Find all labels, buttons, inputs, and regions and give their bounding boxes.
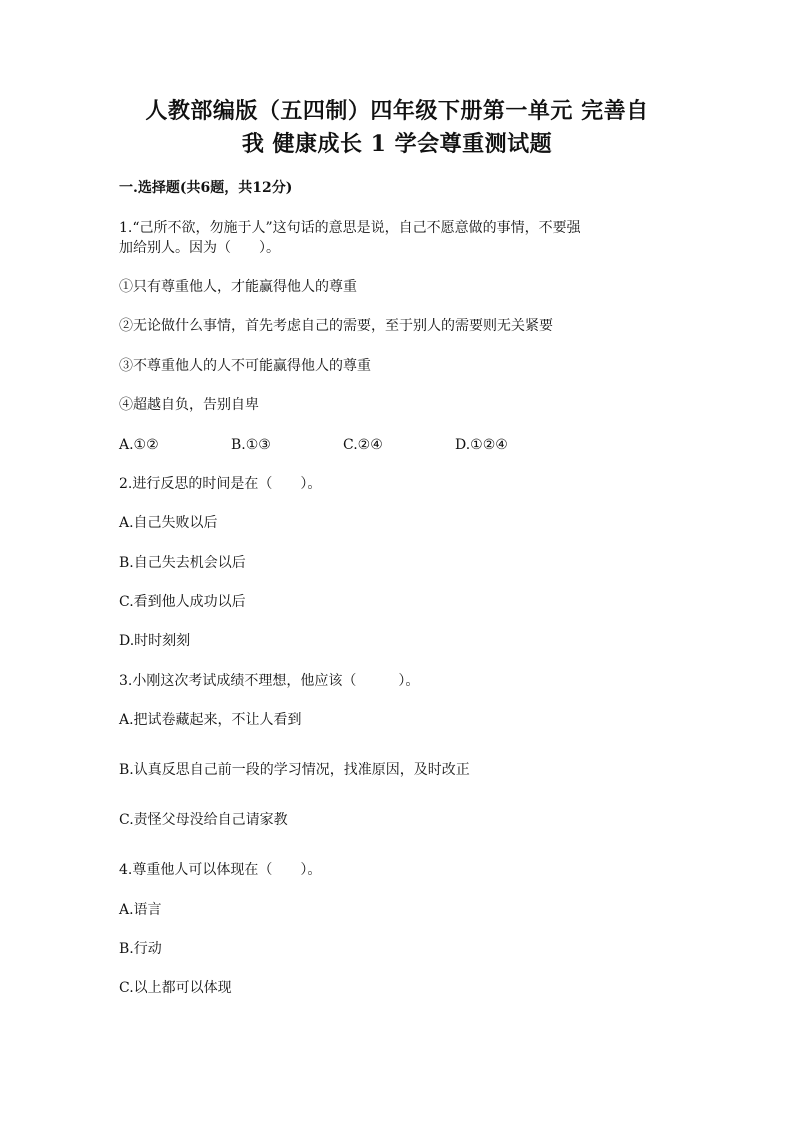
question-3-option-c[interactable]: C.责怪父母没给自己请家教 [119,812,288,828]
question-1-statement-4: ④超越自负，告别自卑 [119,397,259,413]
question-4-option-b[interactable]: B.行动 [119,941,162,957]
question-2-stem: 2.进行反思的时间是在（ ）。 [119,476,322,492]
document-title-line-1: 人教部编版（五四制）四年级下册第一单元 完善自 [145,98,649,124]
document-title-line-2: 我 健康成长 1 学会尊重测试题 [241,131,553,157]
question-1-statement-3: ③不尊重他人的人不可能赢得他人的尊重 [119,358,371,374]
question-2-option-d[interactable]: D.时时刻刻 [119,633,191,649]
question-1-stem-line-2: 加给别人。因为（ ）。 [119,240,280,256]
question-2-option-c[interactable]: C.看到他人成功以后 [119,594,246,610]
question-2-option-b[interactable]: B.自己失去机会以后 [119,555,246,571]
question-1-option-a[interactable]: A.①② [119,437,159,453]
question-1-option-c[interactable]: C.②④ [343,437,383,453]
question-3-option-a[interactable]: A.把试卷藏起来，不让人看到 [119,712,302,728]
question-3-option-b[interactable]: B.认真反思自己前一段的学习情况，找准原因，及时改正 [119,762,470,778]
question-3-stem: 3.小刚这次考试成绩不理想，他应该（ ）。 [119,673,420,689]
question-1-stem-line-1: 1.“己所不欲，勿施于人”这句话的意思是说，自己不愿意做的事情，不要强 [119,220,581,236]
question-4-stem: 4.尊重他人可以体现在（ ）。 [119,862,322,878]
question-1-option-b[interactable]: B.①③ [231,437,271,453]
question-4-option-a[interactable]: A.语言 [119,902,162,918]
question-4-option-c[interactable]: C.以上都可以体现 [119,980,232,996]
question-1-option-d[interactable]: D.①②④ [455,437,508,453]
question-1-statement-2: ②无论做什么事情，首先考虑自己的需要，至于别人的需要则无关紧要 [119,318,553,334]
section-heading: 一.选择题(共6题，共12分) [119,180,293,196]
question-2-option-a[interactable]: A.自己失败以后 [119,515,218,531]
question-1-statement-1: ①只有尊重他人，才能赢得他人的尊重 [119,279,357,295]
